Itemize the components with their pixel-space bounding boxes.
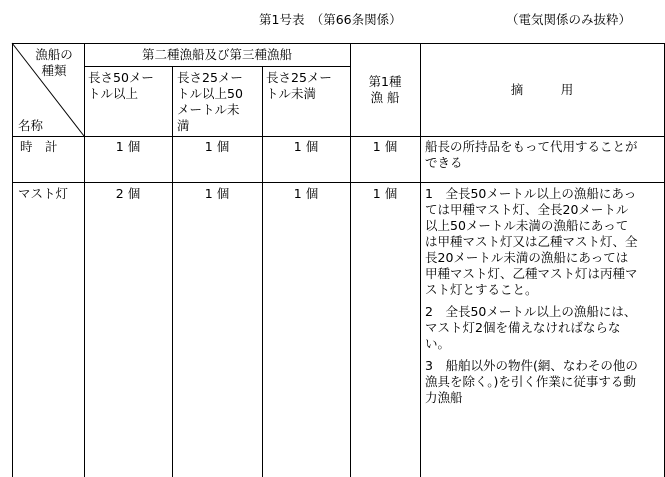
row-name: マスト灯 (18, 186, 69, 201)
col-header-len50: 長さ50メー トル以上 (88, 70, 154, 101)
remark-item: 2 全長50メートル以上の漁船には、マスト灯2個を備えなければならない。 (425, 304, 637, 351)
cell-len50: 2 個 (115, 186, 141, 201)
cell-len25-50: 1 個 (204, 139, 230, 154)
cell-len25-50: 1 個 (204, 186, 230, 201)
cell-remarks (425, 186, 639, 412)
cell-first-class: 1 個 (372, 139, 398, 154)
col-header-remarks: 摘 用 (510, 82, 574, 97)
col-header-len25-50: 長さ25メー トル以上50 メートル未 満 (177, 70, 243, 133)
cell-len50: 1 個 (115, 139, 141, 154)
cell-len25: 1 個 (293, 139, 319, 154)
cell-first-class: 1 個 (372, 186, 398, 201)
remark-item: 1 全長50メートル以上の漁船にあっては甲種マスト灯、全長20メートル以上50メートル未満の漁船にあっては甲種マスト灯又は乙種マスト灯、全長20メートル未満の漁船にあっては甲種マスト灯、乙種マスト灯は丙種マスト灯とすること。 (425, 186, 638, 297)
table-note: （電気関係のみ抜粋） (506, 12, 632, 27)
group-header: 第二種漁船及び第三種漁船 (141, 47, 292, 62)
col-header-len25: 長さ25メー トル未満 (266, 70, 332, 101)
row-name: 時 計 (20, 139, 58, 154)
cell-len25: 1 個 (293, 186, 319, 201)
cell-remarks (425, 139, 639, 177)
corner-type-label: 漁船の 種類 (35, 47, 73, 78)
corner-name-label: 名称 (18, 118, 44, 133)
remark-item: 3 船舶以外の物件(網、なわその他の漁具を除く。)を引く作業に従事する動力漁船 (425, 358, 638, 405)
remark-item: 船長の所持品をもって代用することができる (425, 139, 638, 170)
col-header-first-class: 第1種 漁 船 (368, 74, 402, 105)
table-title: 第1号表 （第66条関係） (259, 12, 402, 27)
